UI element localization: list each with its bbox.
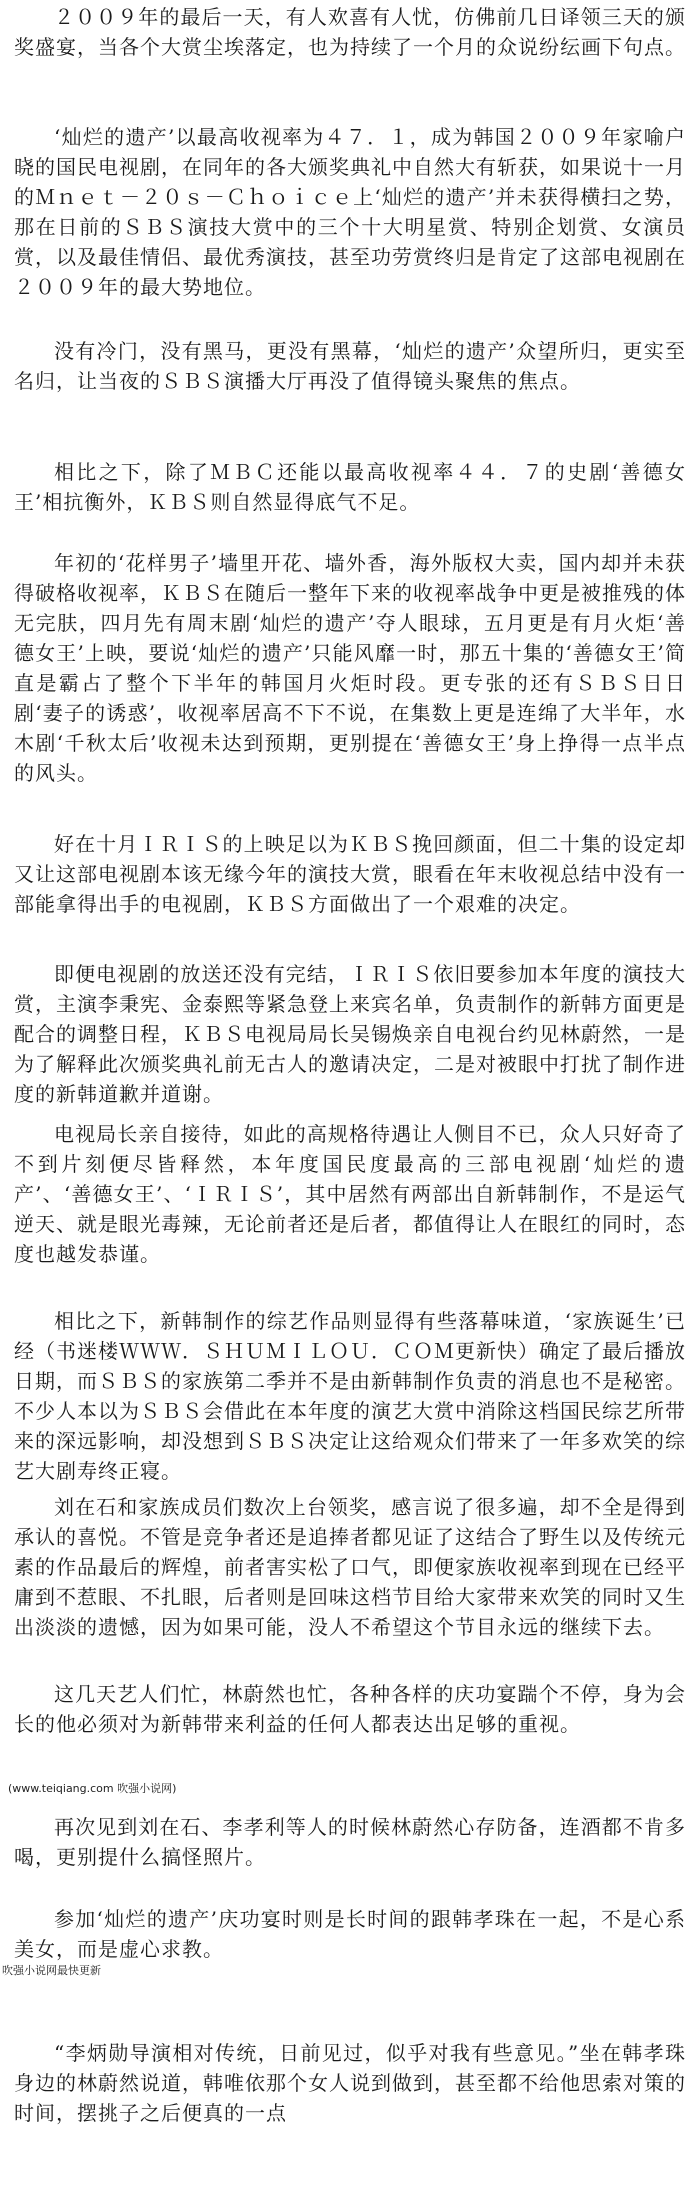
paragraph-4: 相比之下，除了ＭＢＣ还能以最高收视率４４．７的史剧‘善德女王’相抗衡外，ＫＢＳ则自然显得底气不足。 bbox=[14, 460, 686, 514]
paragraph-2: ‘灿烂的遗产’以最高收视率为４７．１，成为韩国２００９年家喻户晓的国民电视剧，在同年的各大颁奖典礼中自然大有斩获，如果说十一月的Ｍｎｅｔ－２０ｓ－Ｃｈｏｉｃｅ上‘灿烂的遗产’并未获得横扫之势，那在日前的ＳＢＳ演技大赏中的三个十大明星赏、特别企划赏、女演员赏，以及最佳情侣、最优秀演技，甚至功劳赏终归是肯定了这部电视剧在２００９年的最大势地位。 bbox=[14, 125, 686, 299]
paragraph-3: 没有冷门，没有黑马，更没有黑幕，‘灿烂的遗产’众望所归，更实至名归，让当夜的ＳＢＳ演播大厅再没了值得镜头聚焦的焦点。 bbox=[14, 339, 686, 393]
paragraph-7: 即便电视剧的放送还没有完结，ＩＲＩＳ依旧要参加本年度的演技大赏，主演李秉宪、金泰熙等紧急登上来宾名单，负责制作的新韩方面更是配合的调整日程，ＫＢＳ电视局局长吴锡焕亲自电视台约见林蔚然，一是为了解释此次颁奖典礼前无古人的邀请决定，二是对被眼中打扰了制作进度的新韩道歉并道谢。 bbox=[14, 962, 686, 1106]
update-watermark: 吹强小说网最快更新 bbox=[2, 1964, 101, 1977]
paragraph-11: 这几天艺人们忙，林蔚然也忙，各种各样的庆功宴踹个不停，身为会长的他必须对为新韩带来利益的任何人都表达出足够的重视。 bbox=[14, 1682, 686, 1736]
paragraph-9: 相比之下，新韩制作的综艺作品则显得有些落幕味道，‘家族诞生’已经（书迷楼ＷＷＷ．ＳＨＵＭＩＬＯＵ．ＣＯＭ更新快）确定了最后播放日期，而ＳＢＳ的家族第二季并不是由新韩制作负责的消息也不是秘密。不少人本以为ＳＢＳ会借此在本年度的演艺大赏中消除这档国民综艺所带来的深远影响，却没想到ＳＢＳ决定让这给观众们带来了一年多欢笑的综艺大剧寿终正寝。 bbox=[14, 1309, 686, 1483]
paragraph-1: ２００９年的最后一天，有人欢喜有人忧，仿佛前几日译领三天的颁奖盛宴，当各个大赏尘埃落定，也为持续了一个月的众说纷纭画下句点。 bbox=[14, 5, 686, 59]
paragraph-8: 电视局长亲自接待，如此的高规格待遇让人侧目不已，众人只好奇了不到片刻便尽皆释然，本年度国民度最高的三部电视剧‘灿烂的遗产’、‘善德女王’、‘ＩＲＩＳ’，其中居然有两部出自新韩制作，不是运气逆天、就是眼光毒辣，无论前者还是后者，都值得让人在眼红的同时，态度也越发恭谨。 bbox=[14, 1122, 686, 1266]
site-watermark: (www.teiqiang.com 吹强小说网) bbox=[8, 1782, 177, 1795]
paragraph-10: 刘在石和家族成员们数次上台领奖，感言说了很多遍，却不全是得到承认的喜悦。不管是竞争者还是追捧者都见证了这结合了野生以及传统元素的作品最后的辉煌，前者害实松了口气，即便家族收视率到现在已经平庸到不惹眼、不扎眼，后者则是回味这档节目给大家带来欢笑的同时又生出淡淡的遗憾，因为如果可能，没人不希望这个节目永远的继续下去。 bbox=[14, 1495, 686, 1639]
paragraph-6: 好在十月ＩＲＩＳ的上映足以为ＫＢＳ挽回颜面，但二十集的设定却又让这部电视剧本该无缘今年的演技大赏，眼看在年末收视总结中没有一部能拿得出手的电视剧，ＫＢＳ方面做出了一个艰难的决定。 bbox=[14, 832, 686, 916]
paragraph-13: 参加‘灿烂的遗产’庆功宴时则是长时间的跟韩孝珠在一起，不是心系美女，而是虚心求教。 bbox=[14, 1907, 686, 1961]
paragraph-14: “李炳勋导演相对传统，日前见过，似乎对我有些意见。”坐在韩孝珠身边的林蔚然说道，韩唯依那个女人说到做到，甚至都不给他思索对策的时间，摆挑子之后便真的一点 bbox=[14, 2041, 686, 2125]
paragraph-12: 再次见到刘在石、李孝利等人的时候林蔚然心存防备，连酒都不肯多喝，更别提什么搞怪照片。 bbox=[14, 1815, 686, 1869]
paragraph-5: 年初的‘花样男子’墙里开花、墙外香，海外版权大卖，国内却并未获得破格收视率，ＫＢＳ在随后一整年下来的收视率战争中更是被推残的体无完肤，四月先有周末剧‘灿烂的遗产’夺人眼球，五月更是有月火炬‘善德女王’上映，要说‘灿烂的遗产’只能风靡一时，那五十集的‘善德女王’简直是霸占了整个下半年的韩国月火炬时段。更专张的还有ＳＢＳ日日剧‘妻子的诱惑’，收视率居高不下不说，在集数上更是连绵了大半年，水木剧‘千秋太后’收视未达到预期，更别提在‘善德女王’身上挣得一点半点的风头。 bbox=[14, 551, 686, 785]
